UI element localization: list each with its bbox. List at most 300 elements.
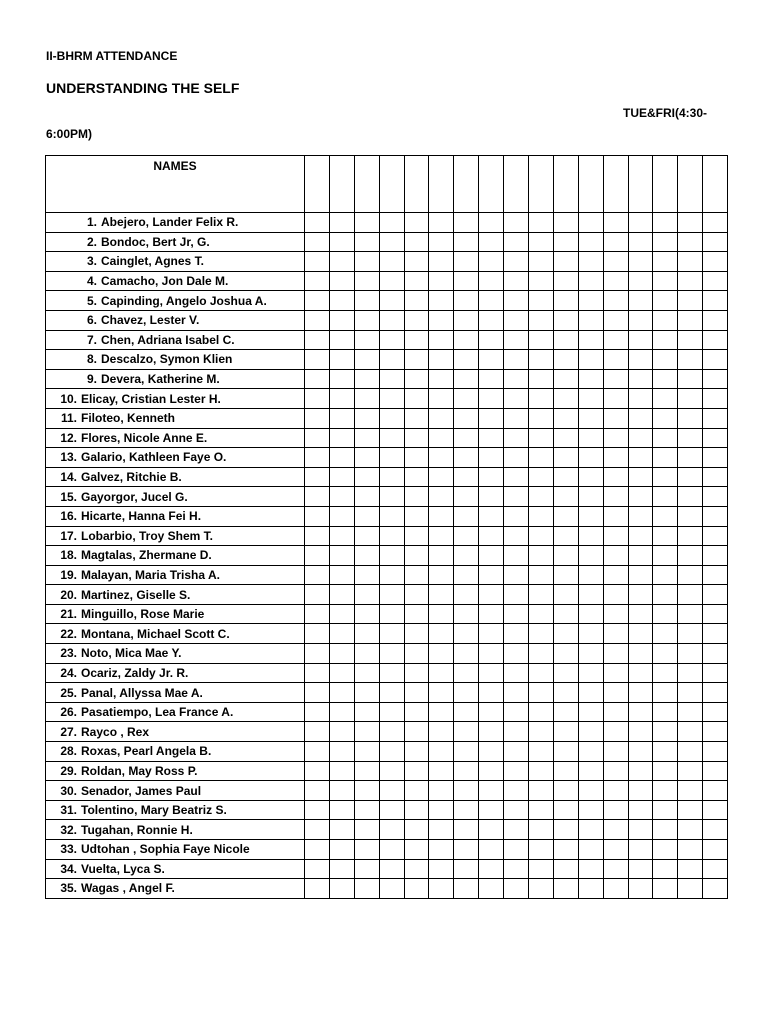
attendance-cell[interactable] bbox=[628, 506, 653, 526]
attendance-cell[interactable] bbox=[479, 761, 504, 781]
attendance-cell[interactable] bbox=[479, 840, 504, 860]
attendance-cell[interactable] bbox=[454, 663, 479, 683]
attendance-cell[interactable] bbox=[305, 428, 330, 448]
attendance-cell[interactable] bbox=[678, 840, 703, 860]
attendance-cell[interactable] bbox=[628, 800, 653, 820]
attendance-cell[interactable] bbox=[305, 506, 330, 526]
attendance-cell[interactable] bbox=[553, 232, 578, 252]
attendance-cell[interactable] bbox=[379, 761, 404, 781]
attendance-cell[interactable] bbox=[504, 330, 529, 350]
attendance-cell[interactable] bbox=[354, 800, 379, 820]
attendance-cell[interactable] bbox=[379, 879, 404, 899]
attendance-cell[interactable] bbox=[703, 291, 728, 311]
attendance-cell[interactable] bbox=[454, 369, 479, 389]
attendance-cell[interactable] bbox=[529, 859, 554, 879]
attendance-cell[interactable] bbox=[703, 428, 728, 448]
attendance-cell[interactable] bbox=[429, 761, 454, 781]
attendance-cell[interactable] bbox=[553, 859, 578, 879]
attendance-cell[interactable] bbox=[653, 781, 678, 801]
attendance-cell[interactable] bbox=[454, 879, 479, 899]
attendance-cell[interactable] bbox=[454, 683, 479, 703]
attendance-cell[interactable] bbox=[653, 820, 678, 840]
attendance-cell[interactable] bbox=[404, 389, 429, 409]
attendance-cell[interactable] bbox=[479, 232, 504, 252]
attendance-cell[interactable] bbox=[529, 271, 554, 291]
attendance-cell[interactable] bbox=[529, 663, 554, 683]
attendance-cell[interactable] bbox=[553, 252, 578, 272]
attendance-cell[interactable] bbox=[529, 702, 554, 722]
attendance-cell[interactable] bbox=[305, 800, 330, 820]
attendance-cell[interactable] bbox=[578, 389, 603, 409]
attendance-cell[interactable] bbox=[529, 213, 554, 233]
attendance-cell[interactable] bbox=[305, 330, 330, 350]
attendance-cell[interactable] bbox=[354, 448, 379, 468]
attendance-cell[interactable] bbox=[653, 389, 678, 409]
attendance-cell[interactable] bbox=[305, 350, 330, 370]
attendance-cell[interactable] bbox=[504, 702, 529, 722]
attendance-cell[interactable] bbox=[603, 330, 628, 350]
attendance-cell[interactable] bbox=[578, 271, 603, 291]
attendance-cell[interactable] bbox=[653, 252, 678, 272]
attendance-cell[interactable] bbox=[429, 683, 454, 703]
attendance-cell[interactable] bbox=[678, 800, 703, 820]
attendance-cell[interactable] bbox=[404, 722, 429, 742]
attendance-cell[interactable] bbox=[703, 232, 728, 252]
attendance-cell[interactable] bbox=[529, 291, 554, 311]
attendance-cell[interactable] bbox=[553, 663, 578, 683]
attendance-cell[interactable] bbox=[578, 428, 603, 448]
attendance-cell[interactable] bbox=[703, 565, 728, 585]
attendance-cell[interactable] bbox=[479, 271, 504, 291]
attendance-cell[interactable] bbox=[404, 408, 429, 428]
attendance-cell[interactable] bbox=[578, 448, 603, 468]
attendance-cell[interactable] bbox=[379, 232, 404, 252]
attendance-cell[interactable] bbox=[653, 467, 678, 487]
attendance-cell[interactable] bbox=[628, 428, 653, 448]
attendance-cell[interactable] bbox=[628, 252, 653, 272]
attendance-cell[interactable] bbox=[379, 859, 404, 879]
attendance-cell[interactable] bbox=[703, 761, 728, 781]
attendance-cell[interactable] bbox=[628, 663, 653, 683]
attendance-cell[interactable] bbox=[329, 487, 354, 507]
attendance-cell[interactable] bbox=[454, 232, 479, 252]
attendance-cell[interactable] bbox=[529, 389, 554, 409]
attendance-cell[interactable] bbox=[653, 663, 678, 683]
attendance-cell[interactable] bbox=[354, 683, 379, 703]
attendance-cell[interactable] bbox=[504, 506, 529, 526]
attendance-cell[interactable] bbox=[454, 487, 479, 507]
attendance-cell[interactable] bbox=[529, 448, 554, 468]
attendance-cell[interactable] bbox=[578, 781, 603, 801]
attendance-cell[interactable] bbox=[628, 213, 653, 233]
attendance-cell[interactable] bbox=[578, 232, 603, 252]
attendance-cell[interactable] bbox=[354, 526, 379, 546]
attendance-cell[interactable] bbox=[529, 369, 554, 389]
attendance-cell[interactable] bbox=[429, 546, 454, 566]
attendance-cell[interactable] bbox=[329, 506, 354, 526]
attendance-cell[interactable] bbox=[329, 702, 354, 722]
attendance-cell[interactable] bbox=[379, 506, 404, 526]
attendance-cell[interactable] bbox=[628, 408, 653, 428]
attendance-cell[interactable] bbox=[553, 683, 578, 703]
attendance-cell[interactable] bbox=[329, 859, 354, 879]
attendance-cell[interactable] bbox=[653, 859, 678, 879]
attendance-cell[interactable] bbox=[553, 291, 578, 311]
attendance-cell[interactable] bbox=[504, 683, 529, 703]
attendance-cell[interactable] bbox=[603, 389, 628, 409]
attendance-cell[interactable] bbox=[404, 585, 429, 605]
attendance-cell[interactable] bbox=[628, 546, 653, 566]
attendance-cell[interactable] bbox=[504, 722, 529, 742]
attendance-cell[interactable] bbox=[653, 487, 678, 507]
attendance-cell[interactable] bbox=[703, 369, 728, 389]
attendance-cell[interactable] bbox=[703, 213, 728, 233]
attendance-cell[interactable] bbox=[479, 781, 504, 801]
attendance-cell[interactable] bbox=[504, 781, 529, 801]
attendance-cell[interactable] bbox=[653, 683, 678, 703]
attendance-cell[interactable] bbox=[454, 702, 479, 722]
attendance-cell[interactable] bbox=[429, 800, 454, 820]
attendance-cell[interactable] bbox=[404, 702, 429, 722]
attendance-cell[interactable] bbox=[379, 291, 404, 311]
attendance-cell[interactable] bbox=[354, 840, 379, 860]
attendance-cell[interactable] bbox=[653, 310, 678, 330]
attendance-cell[interactable] bbox=[329, 330, 354, 350]
attendance-cell[interactable] bbox=[678, 781, 703, 801]
attendance-cell[interactable] bbox=[529, 350, 554, 370]
attendance-cell[interactable] bbox=[628, 624, 653, 644]
attendance-cell[interactable] bbox=[329, 742, 354, 762]
attendance-cell[interactable] bbox=[603, 742, 628, 762]
attendance-cell[interactable] bbox=[504, 213, 529, 233]
attendance-cell[interactable] bbox=[504, 232, 529, 252]
attendance-cell[interactable] bbox=[429, 702, 454, 722]
attendance-cell[interactable] bbox=[354, 585, 379, 605]
attendance-cell[interactable] bbox=[329, 428, 354, 448]
attendance-cell[interactable] bbox=[504, 428, 529, 448]
attendance-cell[interactable] bbox=[603, 408, 628, 428]
attendance-cell[interactable] bbox=[703, 271, 728, 291]
attendance-cell[interactable] bbox=[429, 350, 454, 370]
attendance-cell[interactable] bbox=[379, 702, 404, 722]
attendance-cell[interactable] bbox=[653, 350, 678, 370]
attendance-cell[interactable] bbox=[529, 252, 554, 272]
attendance-cell[interactable] bbox=[603, 859, 628, 879]
attendance-cell[interactable] bbox=[479, 526, 504, 546]
attendance-cell[interactable] bbox=[329, 350, 354, 370]
attendance-cell[interactable] bbox=[578, 369, 603, 389]
attendance-cell[interactable] bbox=[454, 546, 479, 566]
attendance-cell[interactable] bbox=[454, 428, 479, 448]
attendance-cell[interactable] bbox=[354, 722, 379, 742]
attendance-cell[interactable] bbox=[305, 840, 330, 860]
attendance-cell[interactable] bbox=[678, 271, 703, 291]
attendance-cell[interactable] bbox=[553, 702, 578, 722]
attendance-cell[interactable] bbox=[454, 800, 479, 820]
attendance-cell[interactable] bbox=[454, 644, 479, 664]
attendance-cell[interactable] bbox=[305, 859, 330, 879]
attendance-cell[interactable] bbox=[553, 722, 578, 742]
attendance-cell[interactable] bbox=[454, 565, 479, 585]
attendance-cell[interactable] bbox=[628, 369, 653, 389]
attendance-cell[interactable] bbox=[703, 408, 728, 428]
attendance-cell[interactable] bbox=[529, 800, 554, 820]
attendance-cell[interactable] bbox=[404, 565, 429, 585]
attendance-cell[interactable] bbox=[628, 820, 653, 840]
attendance-cell[interactable] bbox=[329, 408, 354, 428]
attendance-cell[interactable] bbox=[454, 604, 479, 624]
attendance-cell[interactable] bbox=[504, 565, 529, 585]
attendance-cell[interactable] bbox=[354, 565, 379, 585]
attendance-cell[interactable] bbox=[329, 644, 354, 664]
attendance-cell[interactable] bbox=[379, 271, 404, 291]
attendance-cell[interactable] bbox=[678, 722, 703, 742]
attendance-cell[interactable] bbox=[305, 663, 330, 683]
attendance-cell[interactable] bbox=[578, 742, 603, 762]
attendance-cell[interactable] bbox=[329, 448, 354, 468]
attendance-cell[interactable] bbox=[329, 526, 354, 546]
attendance-cell[interactable] bbox=[504, 546, 529, 566]
attendance-cell[interactable] bbox=[504, 840, 529, 860]
attendance-cell[interactable] bbox=[553, 761, 578, 781]
attendance-cell[interactable] bbox=[429, 781, 454, 801]
attendance-cell[interactable] bbox=[628, 350, 653, 370]
attendance-cell[interactable] bbox=[429, 428, 454, 448]
attendance-cell[interactable] bbox=[354, 428, 379, 448]
attendance-cell[interactable] bbox=[354, 820, 379, 840]
attendance-cell[interactable] bbox=[553, 800, 578, 820]
attendance-cell[interactable] bbox=[678, 526, 703, 546]
attendance-cell[interactable] bbox=[429, 820, 454, 840]
attendance-cell[interactable] bbox=[354, 546, 379, 566]
attendance-cell[interactable] bbox=[678, 213, 703, 233]
attendance-cell[interactable] bbox=[329, 800, 354, 820]
attendance-cell[interactable] bbox=[529, 428, 554, 448]
attendance-cell[interactable] bbox=[653, 742, 678, 762]
attendance-cell[interactable] bbox=[653, 761, 678, 781]
attendance-cell[interactable] bbox=[479, 389, 504, 409]
attendance-cell[interactable] bbox=[603, 820, 628, 840]
attendance-cell[interactable] bbox=[678, 742, 703, 762]
attendance-cell[interactable] bbox=[529, 310, 554, 330]
attendance-cell[interactable] bbox=[329, 232, 354, 252]
attendance-cell[interactable] bbox=[504, 644, 529, 664]
attendance-cell[interactable] bbox=[404, 506, 429, 526]
attendance-cell[interactable] bbox=[354, 761, 379, 781]
attendance-cell[interactable] bbox=[379, 585, 404, 605]
attendance-cell[interactable] bbox=[354, 879, 379, 899]
attendance-cell[interactable] bbox=[404, 683, 429, 703]
attendance-cell[interactable] bbox=[379, 252, 404, 272]
attendance-cell[interactable] bbox=[703, 644, 728, 664]
attendance-cell[interactable] bbox=[628, 467, 653, 487]
attendance-cell[interactable] bbox=[479, 291, 504, 311]
attendance-cell[interactable] bbox=[329, 761, 354, 781]
attendance-cell[interactable] bbox=[354, 369, 379, 389]
attendance-cell[interactable] bbox=[703, 820, 728, 840]
attendance-cell[interactable] bbox=[404, 271, 429, 291]
attendance-cell[interactable] bbox=[504, 350, 529, 370]
attendance-cell[interactable] bbox=[404, 663, 429, 683]
attendance-cell[interactable] bbox=[678, 565, 703, 585]
attendance-cell[interactable] bbox=[479, 310, 504, 330]
attendance-cell[interactable] bbox=[404, 840, 429, 860]
attendance-cell[interactable] bbox=[354, 291, 379, 311]
attendance-cell[interactable] bbox=[553, 624, 578, 644]
attendance-cell[interactable] bbox=[603, 604, 628, 624]
attendance-cell[interactable] bbox=[429, 448, 454, 468]
attendance-cell[interactable] bbox=[354, 604, 379, 624]
attendance-cell[interactable] bbox=[553, 369, 578, 389]
attendance-cell[interactable] bbox=[379, 467, 404, 487]
attendance-cell[interactable] bbox=[429, 604, 454, 624]
attendance-cell[interactable] bbox=[479, 565, 504, 585]
attendance-cell[interactable] bbox=[578, 310, 603, 330]
attendance-cell[interactable] bbox=[305, 761, 330, 781]
attendance-cell[interactable] bbox=[653, 879, 678, 899]
attendance-cell[interactable] bbox=[578, 565, 603, 585]
attendance-cell[interactable] bbox=[379, 644, 404, 664]
attendance-cell[interactable] bbox=[628, 310, 653, 330]
attendance-cell[interactable] bbox=[703, 546, 728, 566]
attendance-cell[interactable] bbox=[429, 742, 454, 762]
attendance-cell[interactable] bbox=[354, 487, 379, 507]
attendance-cell[interactable] bbox=[703, 683, 728, 703]
attendance-cell[interactable] bbox=[329, 252, 354, 272]
attendance-cell[interactable] bbox=[628, 840, 653, 860]
attendance-cell[interactable] bbox=[553, 820, 578, 840]
attendance-cell[interactable] bbox=[578, 859, 603, 879]
attendance-cell[interactable] bbox=[603, 683, 628, 703]
attendance-cell[interactable] bbox=[404, 291, 429, 311]
attendance-cell[interactable] bbox=[404, 467, 429, 487]
attendance-cell[interactable] bbox=[379, 369, 404, 389]
attendance-cell[interactable] bbox=[553, 467, 578, 487]
attendance-cell[interactable] bbox=[529, 506, 554, 526]
attendance-cell[interactable] bbox=[703, 879, 728, 899]
attendance-cell[interactable] bbox=[354, 389, 379, 409]
attendance-cell[interactable] bbox=[479, 585, 504, 605]
attendance-cell[interactable] bbox=[404, 546, 429, 566]
attendance-cell[interactable] bbox=[454, 389, 479, 409]
attendance-cell[interactable] bbox=[603, 702, 628, 722]
attendance-cell[interactable] bbox=[305, 546, 330, 566]
attendance-cell[interactable] bbox=[354, 271, 379, 291]
attendance-cell[interactable] bbox=[354, 702, 379, 722]
attendance-cell[interactable] bbox=[504, 467, 529, 487]
attendance-cell[interactable] bbox=[653, 546, 678, 566]
attendance-cell[interactable] bbox=[703, 467, 728, 487]
attendance-cell[interactable] bbox=[529, 565, 554, 585]
attendance-cell[interactable] bbox=[578, 546, 603, 566]
attendance-cell[interactable] bbox=[429, 487, 454, 507]
attendance-cell[interactable] bbox=[329, 213, 354, 233]
attendance-cell[interactable] bbox=[479, 644, 504, 664]
attendance-cell[interactable] bbox=[703, 859, 728, 879]
attendance-cell[interactable] bbox=[678, 644, 703, 664]
attendance-cell[interactable] bbox=[479, 330, 504, 350]
attendance-cell[interactable] bbox=[305, 213, 330, 233]
attendance-cell[interactable] bbox=[678, 487, 703, 507]
attendance-cell[interactable] bbox=[504, 389, 529, 409]
attendance-cell[interactable] bbox=[529, 487, 554, 507]
attendance-cell[interactable] bbox=[603, 585, 628, 605]
attendance-cell[interactable] bbox=[305, 781, 330, 801]
attendance-cell[interactable] bbox=[429, 585, 454, 605]
attendance-cell[interactable] bbox=[678, 310, 703, 330]
attendance-cell[interactable] bbox=[305, 369, 330, 389]
attendance-cell[interactable] bbox=[603, 800, 628, 820]
attendance-cell[interactable] bbox=[678, 389, 703, 409]
attendance-cell[interactable] bbox=[603, 526, 628, 546]
attendance-cell[interactable] bbox=[379, 428, 404, 448]
attendance-cell[interactable] bbox=[504, 820, 529, 840]
attendance-cell[interactable] bbox=[628, 604, 653, 624]
attendance-cell[interactable] bbox=[354, 506, 379, 526]
attendance-cell[interactable] bbox=[479, 683, 504, 703]
attendance-cell[interactable] bbox=[703, 526, 728, 546]
attendance-cell[interactable] bbox=[404, 232, 429, 252]
attendance-cell[interactable] bbox=[479, 742, 504, 762]
attendance-cell[interactable] bbox=[529, 761, 554, 781]
attendance-cell[interactable] bbox=[703, 840, 728, 860]
attendance-cell[interactable] bbox=[578, 663, 603, 683]
attendance-cell[interactable] bbox=[454, 585, 479, 605]
attendance-cell[interactable] bbox=[578, 702, 603, 722]
attendance-cell[interactable] bbox=[578, 252, 603, 272]
attendance-cell[interactable] bbox=[578, 761, 603, 781]
attendance-cell[interactable] bbox=[504, 624, 529, 644]
attendance-cell[interactable] bbox=[305, 467, 330, 487]
attendance-cell[interactable] bbox=[628, 585, 653, 605]
attendance-cell[interactable] bbox=[429, 389, 454, 409]
attendance-cell[interactable] bbox=[429, 624, 454, 644]
attendance-cell[interactable] bbox=[578, 683, 603, 703]
attendance-cell[interactable] bbox=[479, 800, 504, 820]
attendance-cell[interactable] bbox=[305, 526, 330, 546]
attendance-cell[interactable] bbox=[504, 761, 529, 781]
attendance-cell[interactable] bbox=[703, 604, 728, 624]
attendance-cell[interactable] bbox=[429, 310, 454, 330]
attendance-cell[interactable] bbox=[429, 291, 454, 311]
attendance-cell[interactable] bbox=[703, 800, 728, 820]
attendance-cell[interactable] bbox=[329, 683, 354, 703]
attendance-cell[interactable] bbox=[578, 585, 603, 605]
attendance-cell[interactable] bbox=[454, 761, 479, 781]
attendance-cell[interactable] bbox=[379, 213, 404, 233]
attendance-cell[interactable] bbox=[454, 722, 479, 742]
attendance-cell[interactable] bbox=[429, 565, 454, 585]
attendance-cell[interactable] bbox=[529, 879, 554, 899]
attendance-cell[interactable] bbox=[553, 565, 578, 585]
attendance-cell[interactable] bbox=[553, 506, 578, 526]
attendance-cell[interactable] bbox=[329, 310, 354, 330]
attendance-cell[interactable] bbox=[628, 761, 653, 781]
attendance-cell[interactable] bbox=[404, 330, 429, 350]
attendance-cell[interactable] bbox=[678, 683, 703, 703]
attendance-cell[interactable] bbox=[454, 271, 479, 291]
attendance-cell[interactable] bbox=[703, 487, 728, 507]
attendance-cell[interactable] bbox=[678, 663, 703, 683]
attendance-cell[interactable] bbox=[678, 252, 703, 272]
attendance-cell[interactable] bbox=[429, 506, 454, 526]
attendance-cell[interactable] bbox=[479, 624, 504, 644]
attendance-cell[interactable] bbox=[529, 546, 554, 566]
attendance-cell[interactable] bbox=[678, 859, 703, 879]
attendance-cell[interactable] bbox=[429, 408, 454, 428]
attendance-cell[interactable] bbox=[379, 840, 404, 860]
attendance-cell[interactable] bbox=[628, 859, 653, 879]
